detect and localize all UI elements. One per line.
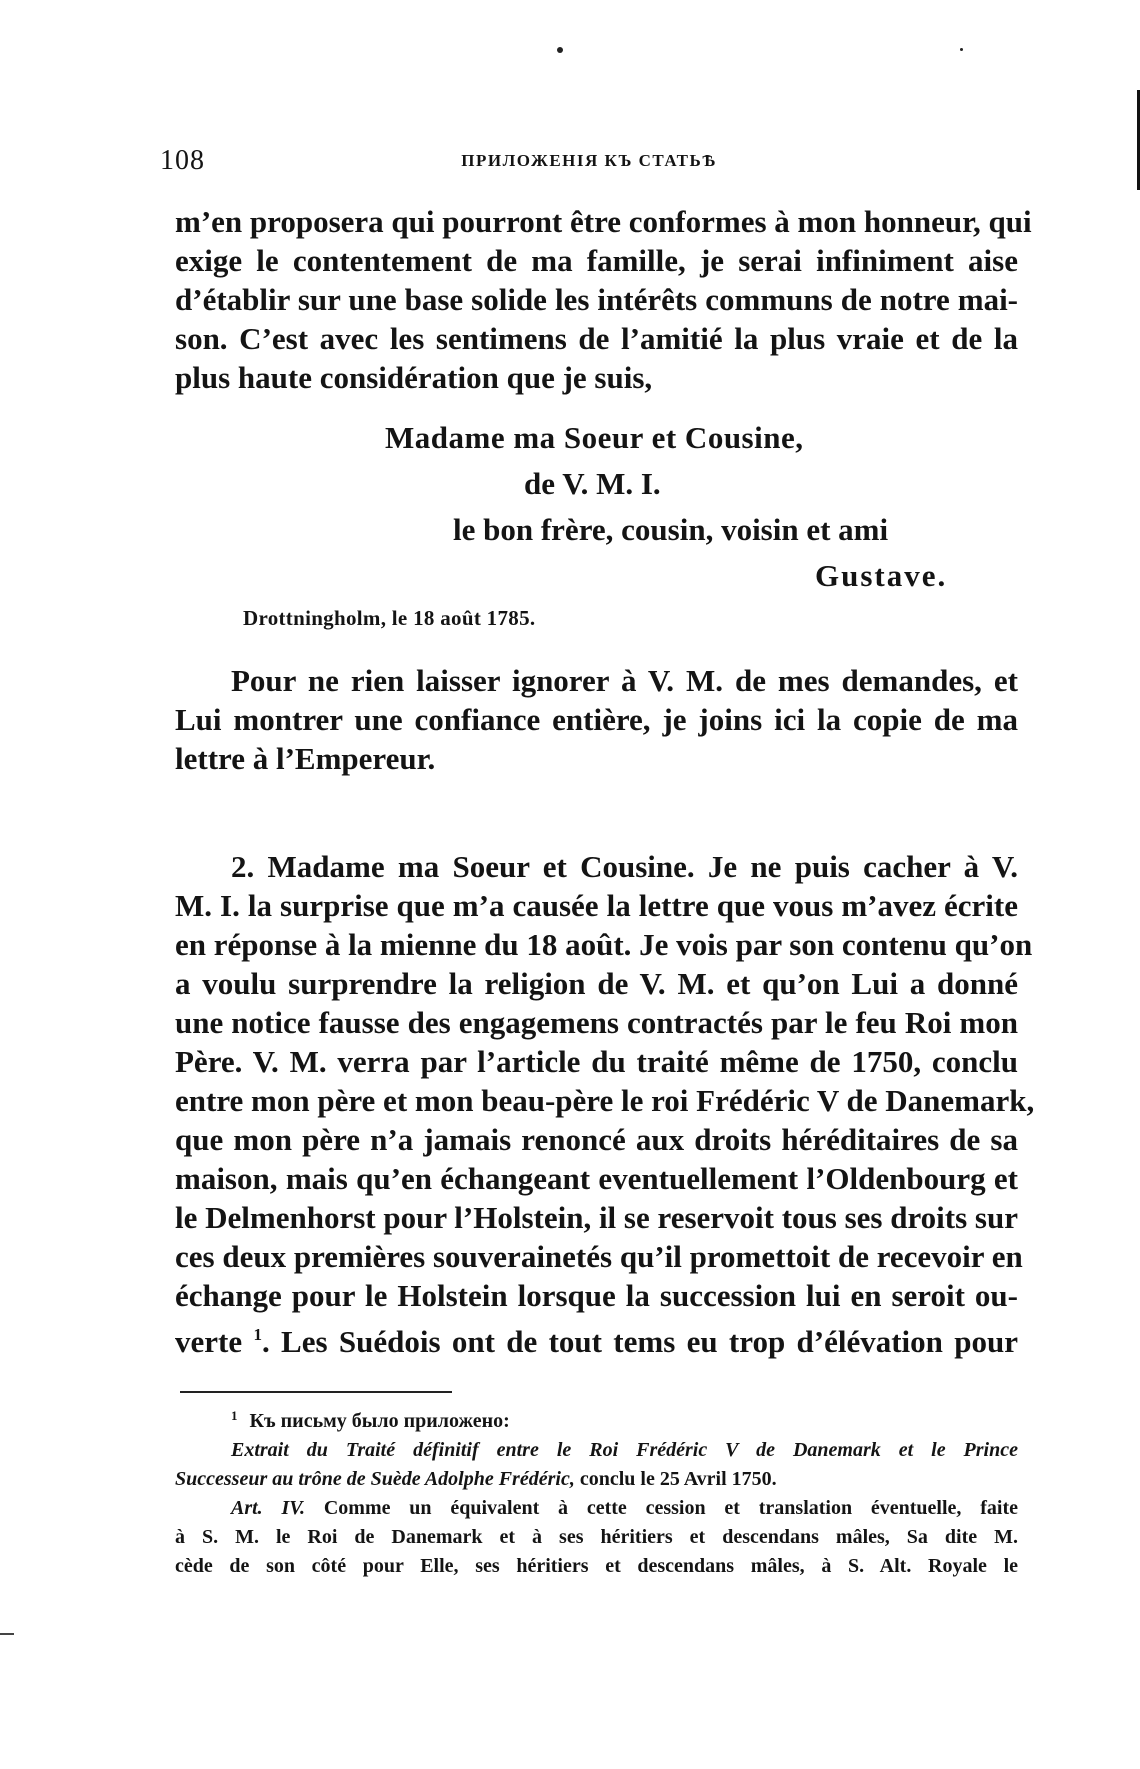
- closing-address: de V. M. I.: [524, 466, 661, 501]
- text-line: exige le contentement de ma famille, je serai infiniment aise: [175, 243, 1018, 278]
- footnote-intro: Къ письму было приложено:: [249, 1410, 510, 1432]
- scan-speck: [557, 47, 563, 53]
- footnote-article-line: [175, 1494, 1018, 1523]
- footnote-divider: [180, 1391, 452, 1393]
- footnote-article-line: à S. M. le Roi de Danemark et à ses héritiers et descendans mâles, Sa dite M.: [175, 1526, 1018, 1548]
- text-line: lettre à l’Empereur.: [175, 741, 436, 776]
- letter-2-paragraph: [175, 847, 1035, 1361]
- text-line: d’établir sur une base solide les intérêts communs de notre mai-: [175, 282, 1018, 317]
- text-line: m’en proposera qui pourront être conformes à mon honneur, qui: [175, 204, 1032, 239]
- letter-end-paragraph: [175, 202, 1032, 397]
- text-line: 2. Madame ma Soeur et Cousine. Je ne puis cacher à V.: [231, 849, 1018, 884]
- text-fragment: . Les Suédois ont de tout tems eu trop d’élévation pour: [261, 1324, 1018, 1359]
- text-fragment: verte: [175, 1324, 254, 1359]
- text-line: plus haute considération que je suis,: [175, 360, 653, 395]
- closing-salutation: Madame ma Soeur et Cousine,: [385, 420, 804, 455]
- text-line: une notice fausse des engagemens contractés par le feu Roi mon: [175, 1005, 1018, 1040]
- page-number: 108: [160, 145, 205, 176]
- footnote-title-line: Extrait du Traité définitif entre le Roi Frédéric V de Danemark et le Prince: [231, 1439, 1018, 1461]
- text-line: maison, mais qu’en échangeant eventuellement l’Oldenbourg et: [175, 1161, 1018, 1196]
- text-line: échange pour le Holstein lorsque la succession lui en seroit ou-: [175, 1278, 1018, 1313]
- text-line: Lui montrer une confiance entière, je joins ici la copie de ma: [175, 702, 1018, 737]
- footnote-intro-line: [175, 1401, 1018, 1436]
- text-line: Père. V. M. verra par l’article du traité même de 1750, conclu: [175, 1044, 1018, 1079]
- footnote-title-plain: conclu le 25 Avril 1750.: [574, 1468, 777, 1490]
- scan-speck: [960, 48, 963, 51]
- text-line: a voulu surprendre la religion de V. M. et qu’on Lui a donné: [175, 966, 1018, 1001]
- running-title: ПРИЛОЖЕНІЯ КЪ СТАТЬѢ: [461, 151, 717, 170]
- footnote-article-line: cède de son côté pour Elle, ses héritiers et descendans mâles, à S. Alt. Royale le: [175, 1555, 1018, 1577]
- footnote-number: 1: [231, 1408, 238, 1423]
- article-label: Art. IV.: [231, 1497, 306, 1519]
- text-line: en réponse à la mienne du 18 août. Je vois par son contenu qu’on: [175, 927, 1033, 962]
- text-line: M. I. la surprise que m’a causée la lettre que vous m’avez écrite: [175, 888, 1018, 923]
- footnote-reference[interactable]: 1: [253, 1325, 262, 1344]
- footnote-title-italic: Successeur au trône de Suède Adolphe Frédéric,: [175, 1468, 575, 1490]
- text-line: Pour ne rien laisser ignorer à V. M. de mes demandes, et: [231, 663, 1018, 698]
- intro-paragraph: [175, 661, 1018, 778]
- text-line: le Delmenhorst pour l’Holstein, il se reservoit tous ses droits sur: [175, 1200, 1018, 1235]
- closing-formula: le bon frère, cousin, voisin et ami: [453, 512, 889, 547]
- footnote-title-line: [175, 1465, 1018, 1494]
- text-line: que mon père n’a jamais renoncé aux droits héréditaires de sa: [175, 1122, 1018, 1157]
- text-line: ces deux premières souverainetés qu’il promettoit de recevoir en: [175, 1239, 1023, 1274]
- footnote-block: [175, 1401, 1018, 1581]
- scan-edge-tick: [0, 1633, 14, 1635]
- article-text: Comme un équivalent à cette cession et translation éventuelle, faite: [305, 1497, 1018, 1519]
- text-line: son. C’est avec les sentimens de l’amitié la plus vraie et de la: [175, 321, 1018, 356]
- running-header: [160, 145, 1018, 185]
- text-line-with-note: [175, 1315, 1018, 1361]
- signature: Gustave.: [815, 558, 948, 593]
- dateline: Drottningholm, le 18 août 1785.: [243, 606, 536, 630]
- text-line: entre mon père et mon beau-père le roi Frédéric V de Danemark,: [175, 1083, 1035, 1118]
